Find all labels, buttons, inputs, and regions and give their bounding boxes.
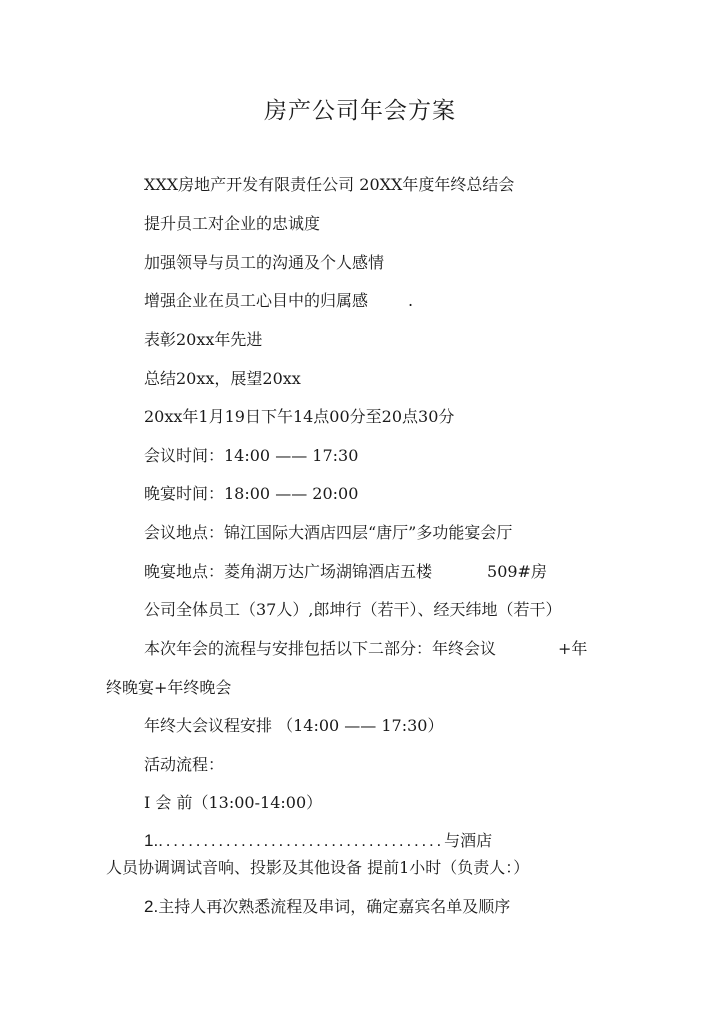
summary-outlook-line: 总结20xx，展望20xx	[144, 369, 301, 388]
document-title: 房产公司年会方案	[264, 98, 456, 124]
agenda-overview-line	[144, 638, 587, 660]
agenda-overview-text: 本次年会的流程与安排包括以下二部分：年终会议	[144, 639, 497, 658]
step-1-text-start: 与酒店	[444, 831, 493, 850]
banquet-venue-text: 晚宴地点：菱角湖万达广场湖锦酒店五楼	[144, 562, 433, 581]
step-1-number: 1.	[144, 831, 159, 850]
step-2-line	[144, 896, 510, 918]
agenda-overview-continuation: +年	[558, 639, 588, 658]
purpose-loyalty-line: 提升员工对企业的忠诚度	[144, 214, 321, 233]
step-1-line	[144, 830, 492, 852]
meeting-venue-line: 会议地点：锦江国际大酒店四层“唐厅”多功能宴会厅	[144, 523, 513, 542]
step-1-wrap-line: 人员协调调试音响、投影及其他设备 提前1小时（负责人：）	[106, 858, 530, 877]
banquet-time-line: 晚宴时间：18:00 —— 20:00	[144, 484, 359, 503]
step-2-text: 主持人再次熟悉流程及串词，确定嘉宾名单及顺序	[158, 897, 511, 916]
meeting-time-line: 会议时间：14:00 —— 17:30	[144, 446, 359, 465]
purpose-belonging-text: 增强企业在员工心目中的归属感	[144, 291, 369, 310]
commend-line: 表彰20xx年先进	[144, 330, 263, 349]
banquet-venue-line	[144, 561, 547, 583]
purpose-belonging-line	[144, 290, 413, 312]
banquet-room-number: 509#房	[487, 562, 547, 581]
trailing-period: .	[408, 291, 414, 310]
pre-meeting-heading: I 会 前（13:00-14:00）	[144, 793, 323, 812]
conference-schedule-heading: 年终大会议程安排 （14:00 —— 17:30）	[144, 716, 444, 735]
event-date-line: 20xx年1月19日下午14点00分至20点30分	[144, 407, 455, 426]
company-event-line: XXX房地产开发有限责任公司 20XX年度年终总结会	[144, 175, 515, 194]
purpose-communication-line: 加强领导与员工的沟通及个人感情	[144, 253, 385, 272]
activity-flow-heading: 活动流程：	[144, 755, 225, 774]
step-2-number: 2.	[144, 897, 159, 916]
agenda-overview-wrap-line: 终晚宴+年终晚会	[106, 678, 232, 697]
step-1-dot-leader: ......................................	[158, 831, 445, 850]
attendees-line: 公司全体员工（37人）,郎坤行（若干）、经天纬地（若干）	[144, 600, 562, 619]
